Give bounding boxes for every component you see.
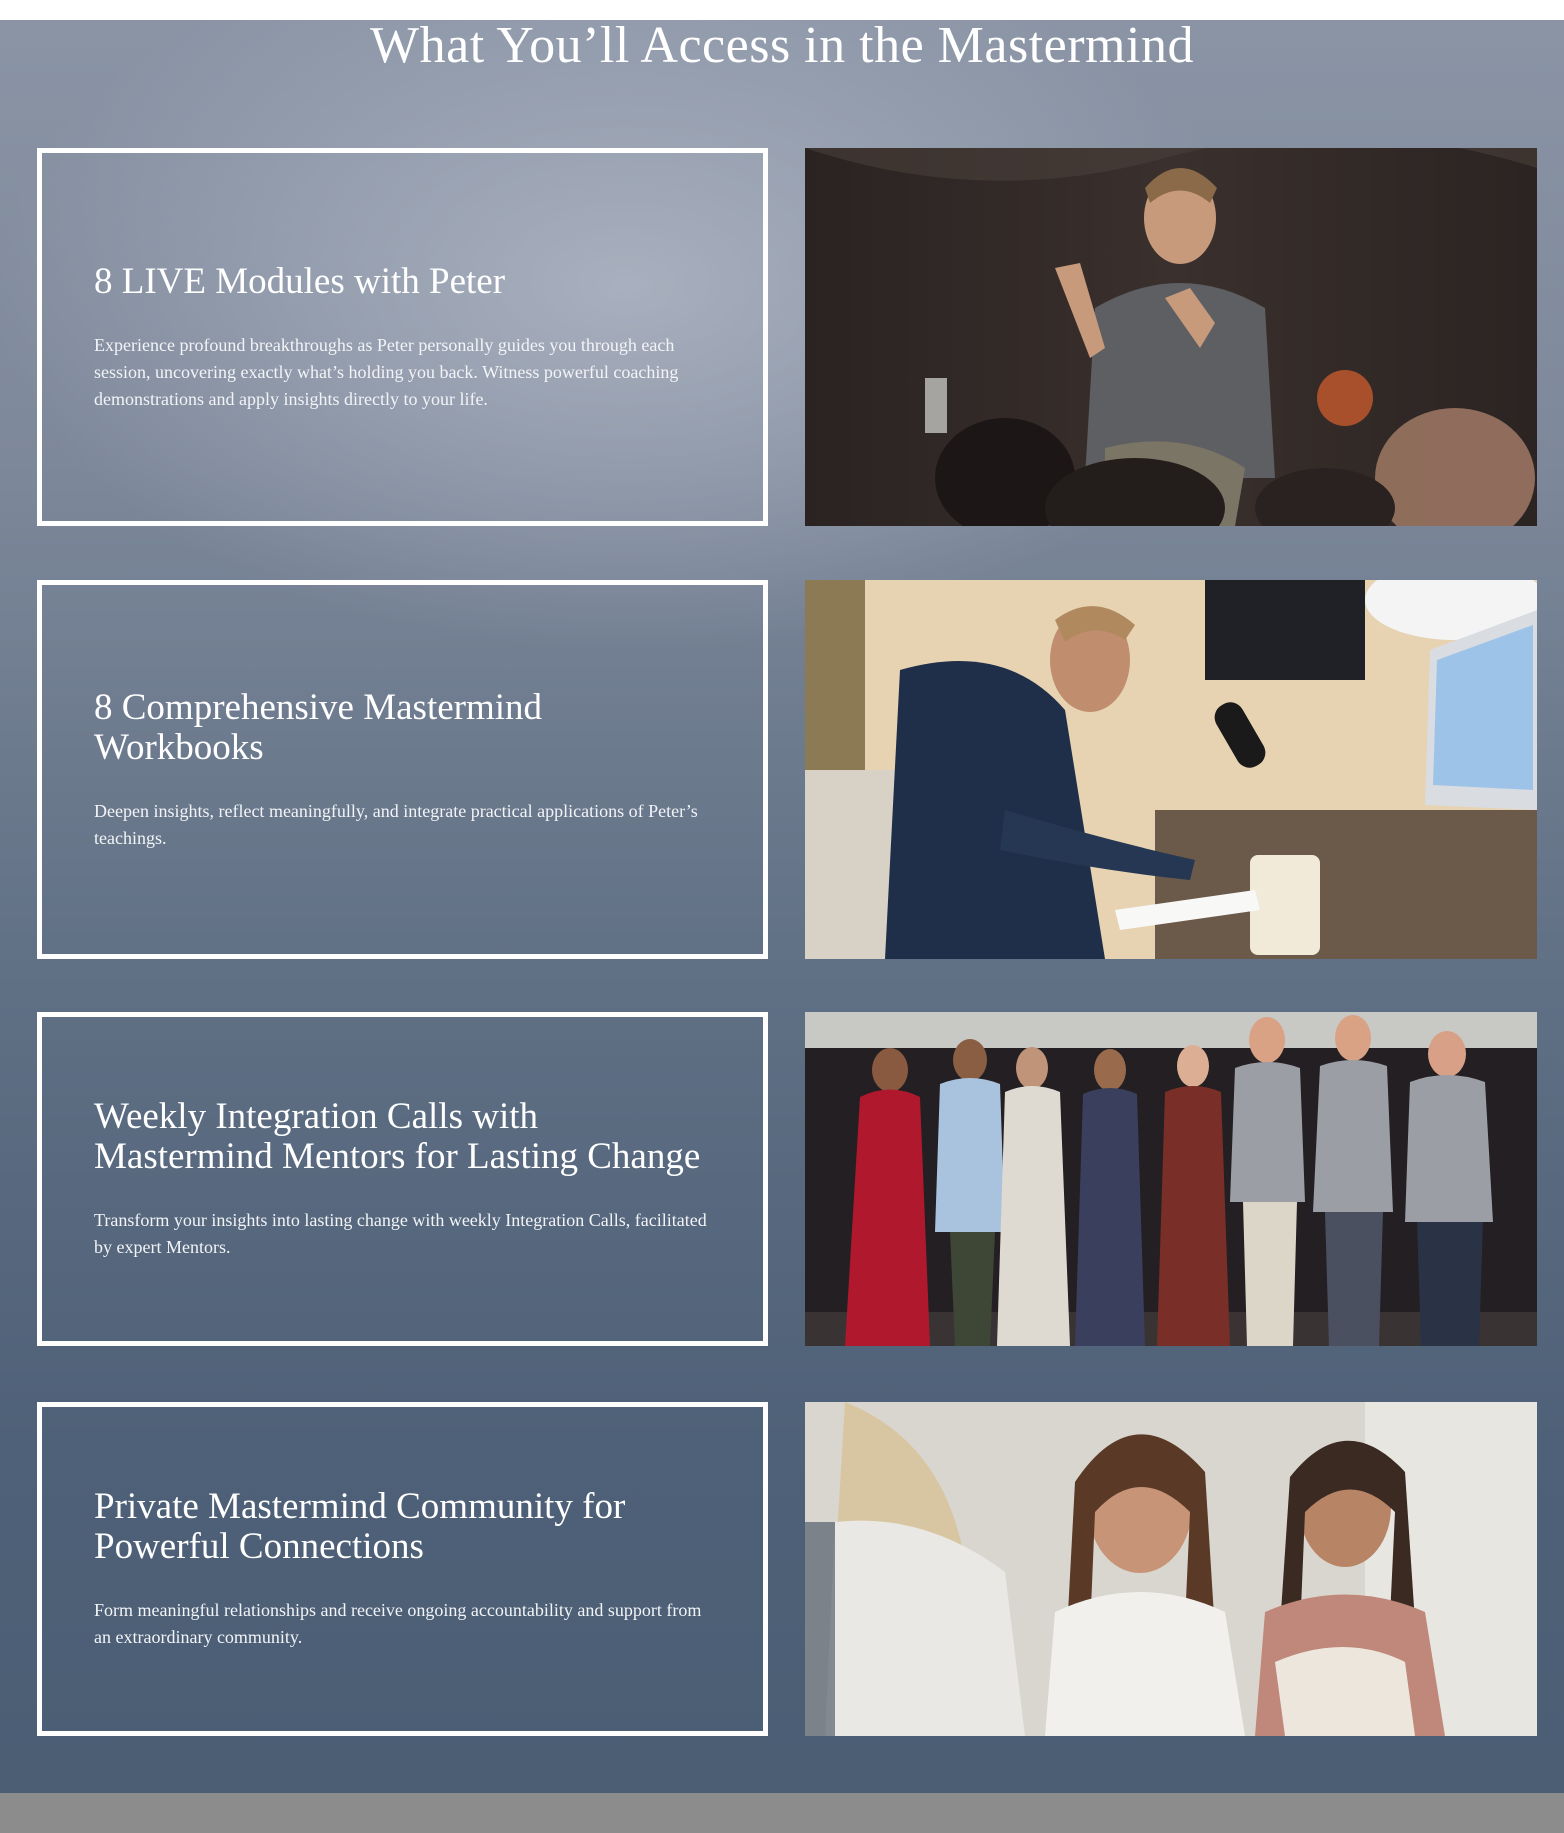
speaker-on-stage-photo: [805, 148, 1537, 526]
feature-title: Private Mastermind Community for Powerful Connections: [94, 1486, 626, 1567]
feature-card-workbooks: [37, 580, 768, 959]
mastermind-access-section: [0, 17, 1564, 1793]
feature-description: Deepen insights, reflect meaningfully, and integrate practical applications of Peter’s teachings.: [94, 800, 698, 848]
feature-card-private-community: [37, 1402, 768, 1736]
feature-title: 8 Comprehensive Mastermind Workbooks: [94, 686, 543, 768]
group-of-mentors-photo: [805, 1012, 1537, 1346]
feature-description: Transform your insights into lasting change with weekly Integration Calls, facilitated by expert Mentors.: [94, 1210, 707, 1257]
feature-card-integration-calls: [37, 1012, 768, 1346]
man-writing-at-desk-photo: [805, 580, 1537, 959]
feature-title: 8 LIVE Modules with Peter: [94, 260, 506, 302]
feature-title: Weekly Integration Calls with Mastermind Mentors for Lasting Change: [94, 1096, 701, 1177]
footer-bar: [0, 1793, 1564, 1833]
feature-description: Form meaningful relationships and receive ongoing accountability and support from an extraordinary community.: [94, 1600, 702, 1647]
smiling-women-photo: [805, 1402, 1537, 1736]
feature-card-live-modules: [37, 148, 768, 526]
feature-description: Experience profound breakthroughs as Peter personally guides you through each session, uncovering exactly what’s holding you back. Witness powerful coaching demonstrations and apply insights directly to your life.: [94, 334, 679, 409]
page-title: What You’ll Access in the Mastermind: [370, 17, 1194, 74]
